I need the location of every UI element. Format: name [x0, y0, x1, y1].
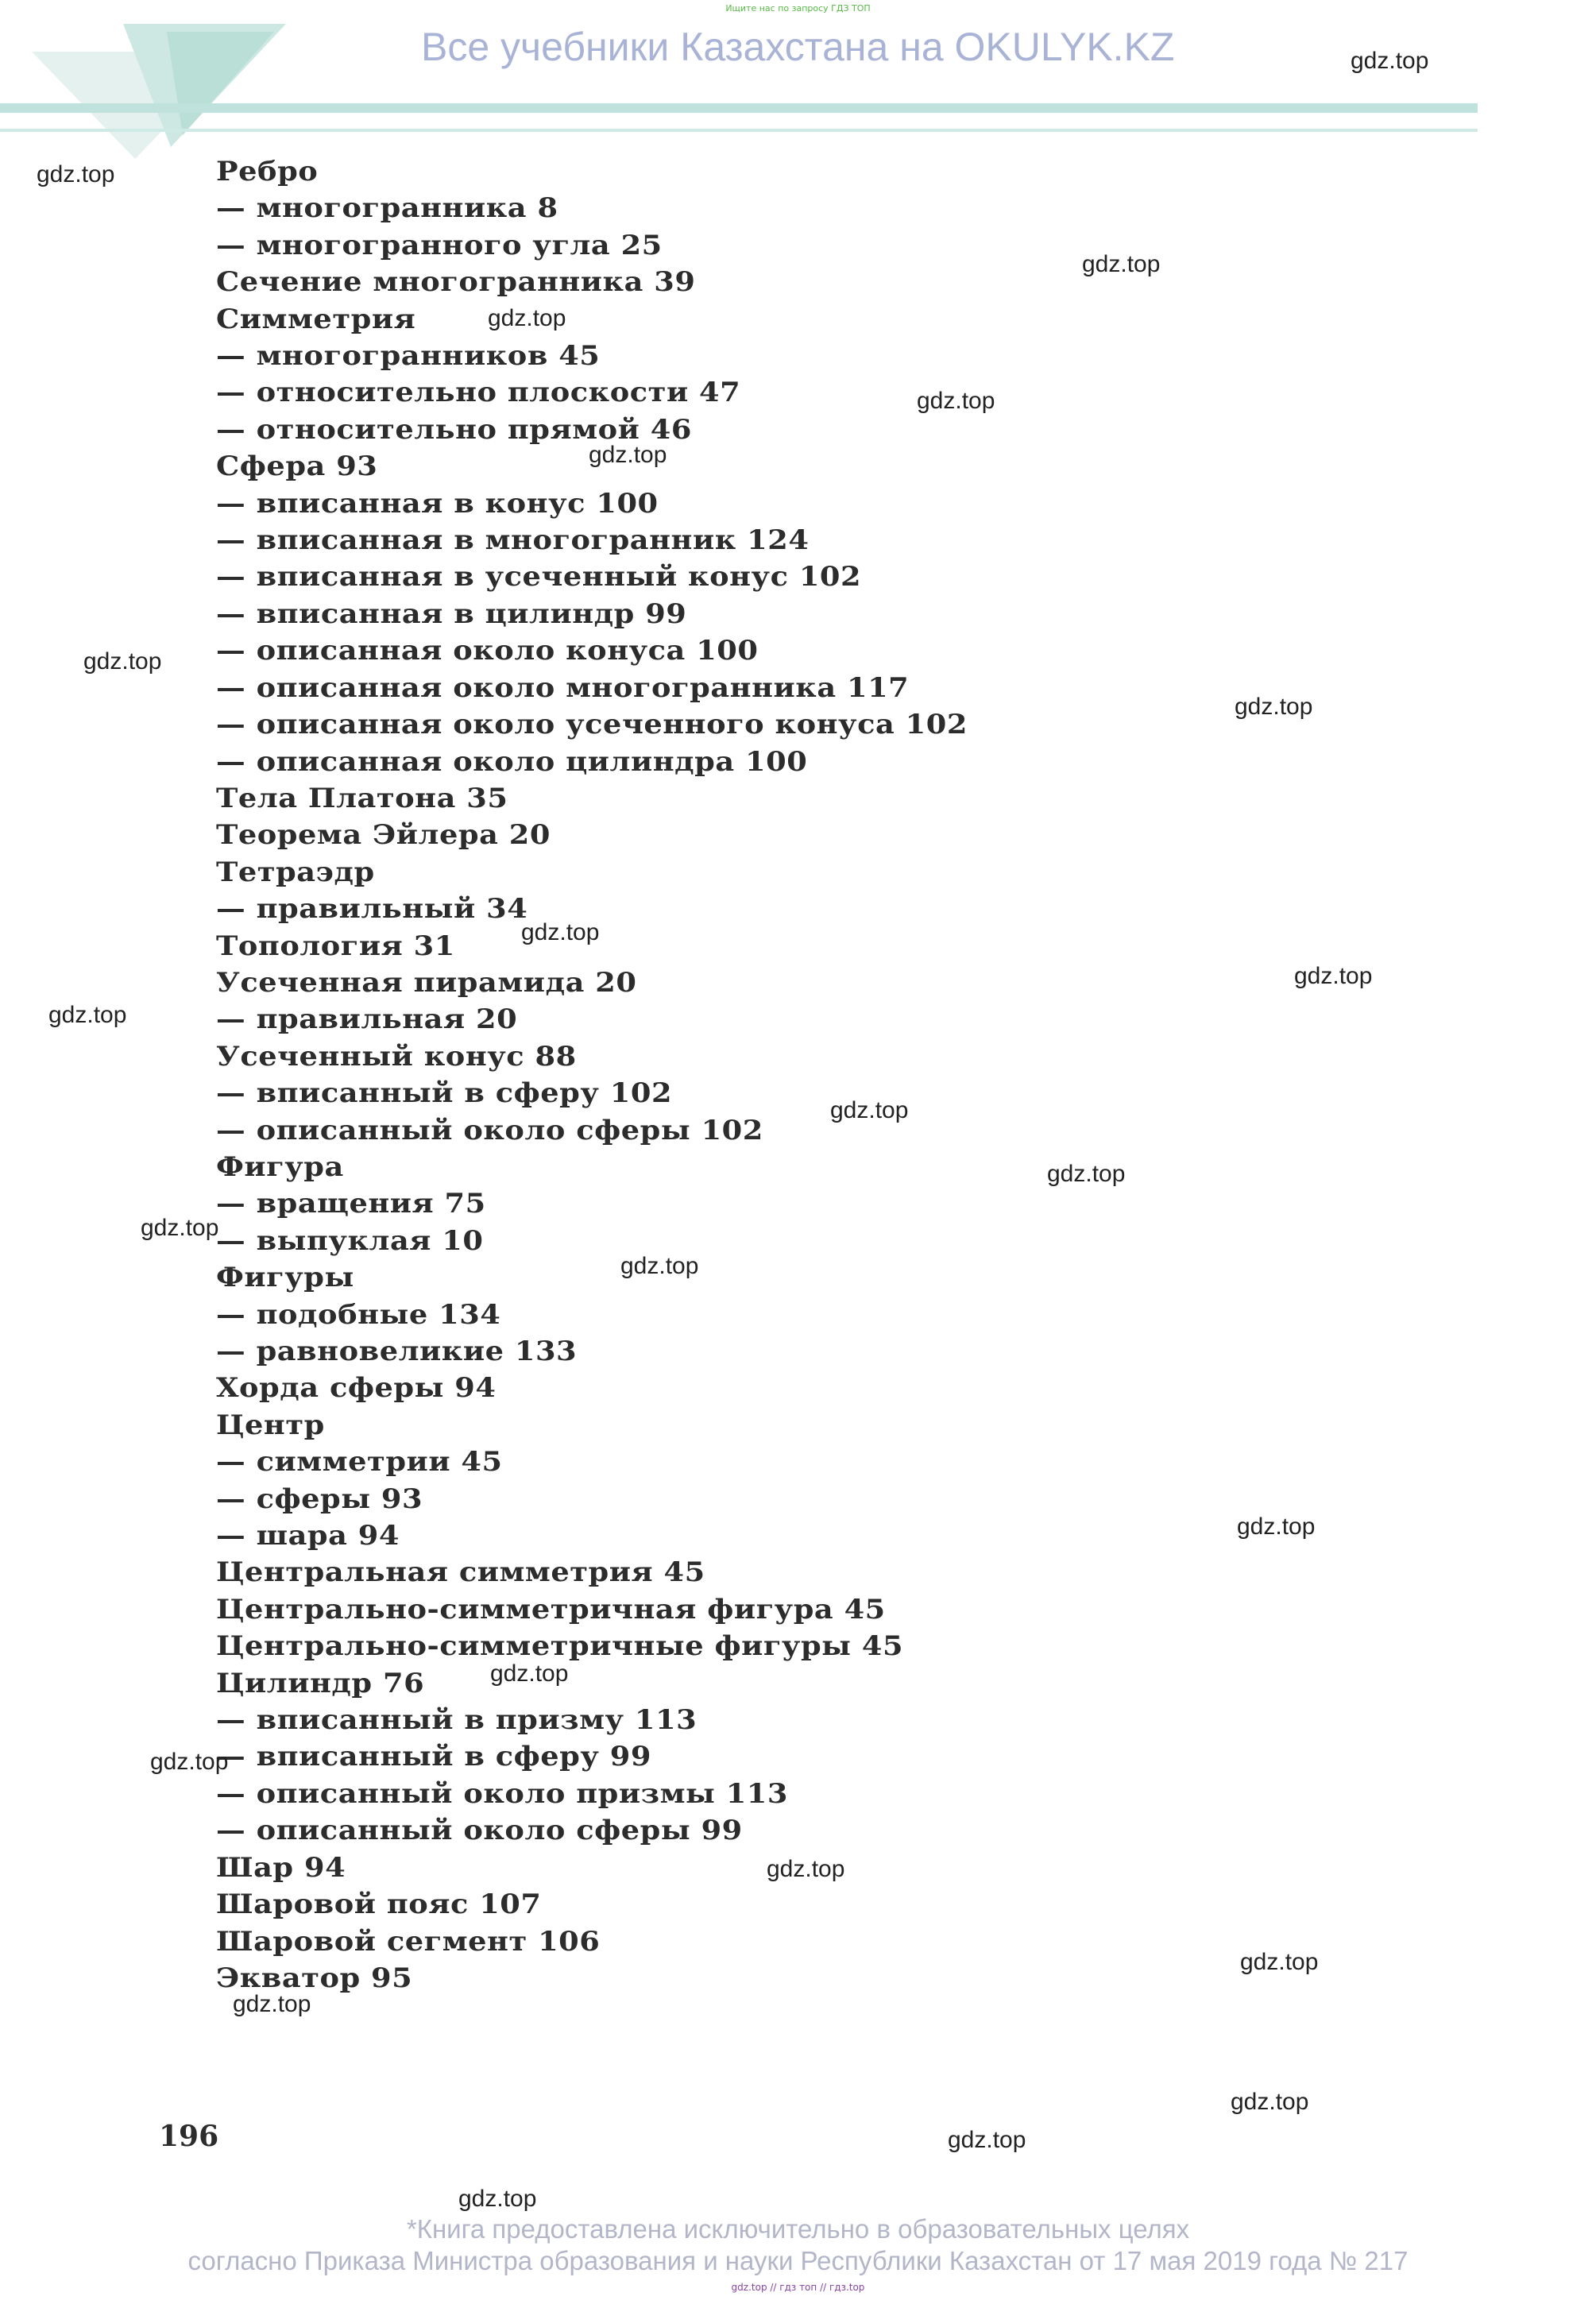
index-entry: Топология 31	[216, 930, 455, 962]
index-entry: — описанный около призмы 113	[216, 1777, 789, 1810]
index-entry: Усеченная пирамида 20	[216, 966, 637, 999]
watermark: gdz.top	[620, 1253, 699, 1279]
index-entry: — вписанная в усеченный конус 102	[216, 561, 862, 593]
watermark: gdz.top	[917, 388, 995, 414]
index-entry: Центр	[216, 1409, 325, 1441]
watermark: gdz.top	[1351, 48, 1429, 74]
index-entry: — описанная около цилиндра 100	[216, 745, 808, 778]
index-entry: — описанная около усеченного конуса 102	[216, 709, 968, 741]
index-entry: — выпуклая 10	[216, 1224, 484, 1257]
index-entry: — относительно плоскости 47	[216, 377, 741, 409]
watermark: gdz.top	[233, 1991, 311, 2017]
page-number: 196	[159, 2120, 219, 2153]
index-entry: Сфера 93	[216, 450, 378, 483]
index-entry: — вписанная в многогранник 124	[216, 524, 810, 557]
index-entry: Центральная симметрия 45	[216, 1556, 705, 1589]
watermark: gdz.top	[1294, 963, 1373, 989]
watermark: gdz.top	[1235, 694, 1313, 720]
index-entry: — подобные 134	[216, 1298, 501, 1331]
index-entry: — многогранников 45	[216, 340, 601, 373]
watermark: gdz.top	[458, 2186, 537, 2212]
index-entry: — вращения 75	[216, 1188, 486, 1220]
index-entry: Экватор 95	[216, 1962, 413, 1994]
watermark: gdz.top	[1240, 1949, 1319, 1975]
index-entry: — описанный около сферы 102	[216, 1114, 763, 1146]
index-entry: — описанный около сферы 99	[216, 1815, 743, 1847]
watermark: gdz.top	[521, 919, 600, 945]
watermark: gdz.top	[830, 1097, 909, 1123]
watermark: gdz.top	[490, 1660, 569, 1687]
index-entry: — вписанная в цилиндр 99	[216, 597, 687, 630]
watermark: gdz.top	[488, 305, 566, 331]
index-entry: Усеченный конус 88	[216, 1040, 577, 1073]
subject-index	[216, 153, 968, 1997]
site-title[interactable]: Все учебники Казахстана на OKULYK.KZ	[421, 25, 1175, 69]
index-entry: Тела Платона 35	[216, 782, 508, 814]
index-entry: Шар 94	[216, 1851, 346, 1884]
index-entry: Симметрия	[216, 303, 416, 335]
footer-legal: согласно Приказа Министра образования и науки Республики Казахстан от 17 мая 2019 года № 217	[187, 2246, 1409, 2275]
header-rule-thin	[0, 129, 1478, 132]
index-entry: — многогранного угла 25	[216, 229, 663, 261]
index-entry: Ребро	[216, 156, 319, 187]
watermark: gdz.top	[589, 442, 667, 468]
watermark: gdz.top	[150, 1749, 229, 1775]
watermark: gdz.top	[1047, 1161, 1126, 1187]
index-entry: — описанная около конуса 100	[216, 635, 759, 667]
index-entry: — сферы 93	[216, 1483, 423, 1515]
watermark: gdz.top	[1237, 1513, 1316, 1540]
index-entry: — шара 94	[216, 1520, 400, 1552]
index-entry: — вписанный в сферу 102	[216, 1077, 673, 1110]
index-entry: — равновеликие 133	[216, 1336, 578, 1367]
index-entry: Теорема Эйлера 20	[216, 819, 551, 852]
index-entry: — относительно прямой 46	[216, 413, 692, 446]
index-entry: — многогранника 8	[216, 192, 558, 225]
watermark: gdz.top	[767, 1856, 845, 1882]
index-entry: Центрально-симметричная фигура 45	[216, 1593, 886, 1626]
watermark: gdz.top	[1082, 251, 1161, 277]
header-decoration	[0, 0, 318, 167]
watermark: gdz.top	[948, 2127, 1026, 2153]
index-entry: — вписанный в призму 113	[216, 1704, 698, 1737]
index-entry: — правильная 20	[216, 1003, 518, 1036]
index-entry: — описанная около многогранника 117	[216, 671, 910, 704]
index-entry: Шаровой сегмент 106	[216, 1925, 601, 1958]
watermark: gdz.top	[1231, 2089, 1309, 2115]
index-entry: — вписанная в конус 100	[216, 487, 659, 520]
index-entry: — правильный 34	[216, 893, 528, 926]
top-note: Ищите нас по запросу ГДЗ ТОП	[725, 3, 871, 14]
index-entry: Фигура	[216, 1150, 344, 1183]
footer-links[interactable]: gdz.top // гдз топ // гдз.top	[731, 2282, 865, 2293]
watermark: gdz.top	[37, 161, 115, 187]
index-entry: Шаровой пояс 107	[216, 1888, 542, 1921]
index-entry: Хорда сферы 94	[216, 1372, 497, 1405]
header-rule	[0, 103, 1478, 113]
index-entry: Фигуры	[216, 1262, 354, 1294]
watermark: gdz.top	[83, 648, 162, 675]
watermark: gdz.top	[48, 1002, 127, 1028]
index-entry: Центрально-симметричные фигуры 45	[216, 1630, 904, 1663]
index-entry: Тетраэдр	[216, 856, 375, 888]
index-entry: — вписанный в сферу 99	[216, 1741, 651, 1773]
index-entry: Сечение многогранника 39	[216, 266, 696, 299]
index-entry: — симметрии 45	[216, 1446, 503, 1479]
footer-disclaimer: *Книга предоставлена исключительно в образовательных целях	[406, 2214, 1190, 2244]
index-entry: Цилиндр 76	[216, 1667, 425, 1699]
watermark: gdz.top	[141, 1215, 219, 1241]
